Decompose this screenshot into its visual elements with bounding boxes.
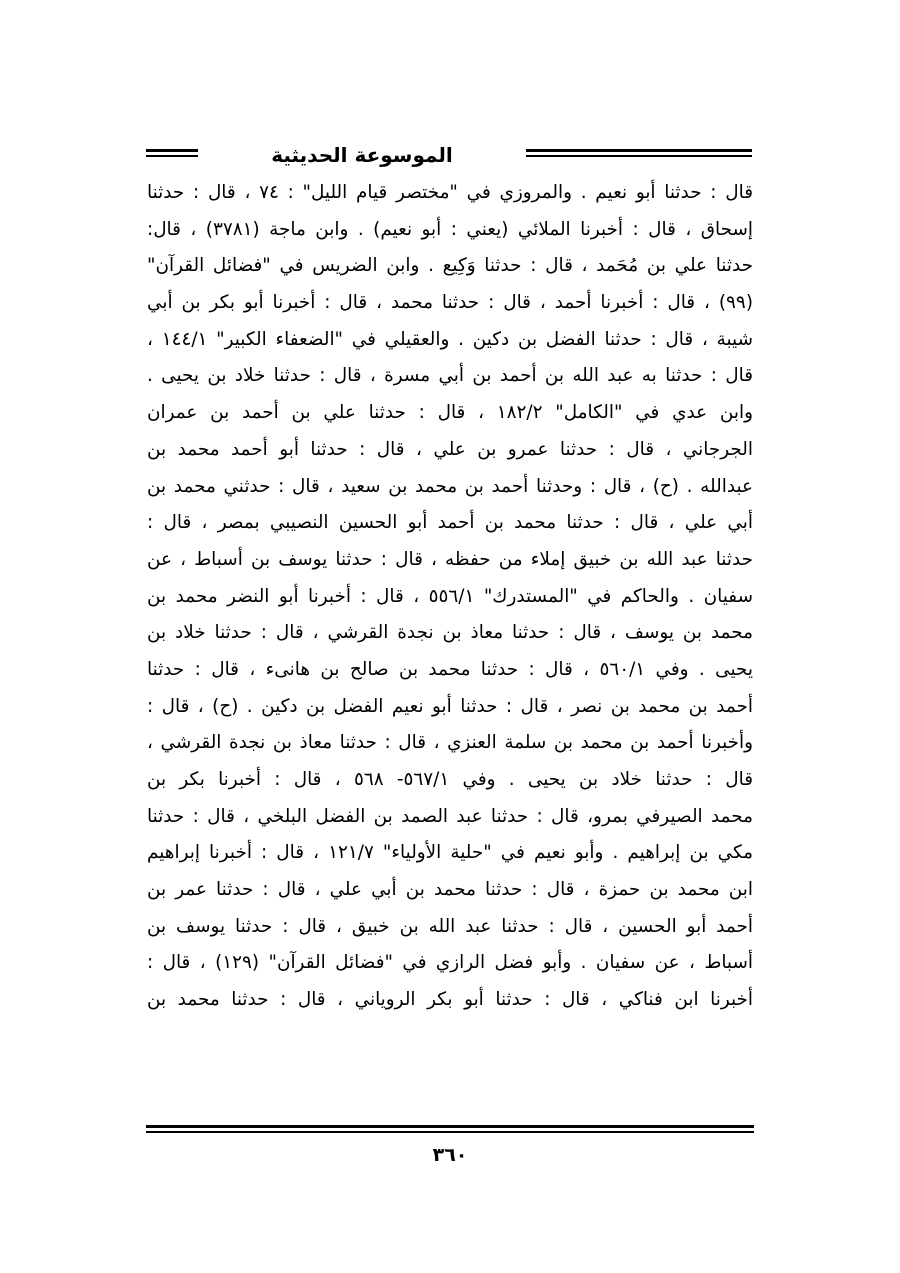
text-line: إسحاق ، قال : أخبرنا الملائي (يعني : أبو نعيم) . وابن ماجة (٣٧٨١) ، قال: — [147, 218, 753, 240]
text-line: الجرجاني ، قال : حدثنا عمرو بن علي ، قال : حدثنا أبو أحمد محمد بن — [147, 438, 753, 460]
text-line: أبي علي ، قال : حدثنا محمد بن أحمد أبو الحسين النصيبي بمصر ، قال : — [147, 512, 753, 534]
text-line: قال : حدثنا أبو نعيم . والمروزي في "مختصر قيام الليل" : ٧٤ ، قال : حدثنا — [147, 182, 753, 203]
text-line: (٩٩) ، قال : أخبرنا أحمد ، قال : حدثنا محمد ، قال : أخبرنا أبو بكر بن أبي — [147, 292, 753, 314]
text-line: محمد بن يوسف ، قال : حدثنا معاذ بن نجدة القرشي ، قال : حدثنا خلاد بن — [147, 622, 753, 644]
text-line: محمد الصيرفي بمرو، قال : حدثنا عبد الصمد بن الفضل البلخي ، قال : حدثنا — [147, 805, 753, 827]
text-line: سفيان . والحاكم في "المستدرك" ٥٥٦/١ ، قال : أخبرنا أبو النضر محمد بن — [147, 585, 753, 607]
body-text — [147, 175, 753, 1019]
text-line: حدثنا علي بن مُحَمد ، قال : حدثنا وَكِيع . وابن الضريس في "فضائل القرآن" — [147, 255, 753, 277]
text-line: حدثنا عبد الله بن خبيق إملاء من حفظه ، قال : حدثنا يوسف بن أسباط ، عن — [147, 548, 753, 570]
text-line: وأخبرنا أحمد بن محمد بن سلمة العنزي ، قال : حدثنا معاذ بن نجدة القرشي ، — [147, 732, 753, 754]
header-rule-right — [526, 149, 752, 153]
text-line: قال : حدثنا به عبد الله بن أحمد بن أبي مسرة ، قال : حدثنا خلاد بن يحيى . — [147, 365, 753, 387]
running-header — [146, 137, 754, 177]
footer-rule — [146, 1125, 754, 1134]
header-title: الموسوعة الحديثية — [271, 143, 453, 167]
text-line: ابن محمد بن حمزة ، قال : حدثنا محمد بن أبي علي ، قال : حدثنا عمر بن — [147, 879, 753, 901]
text-line: مكي بن إبراهيم . وأبو نعيم في "حلية الأولياء" ١٢١/٧ ، قال : أخبرنا إبراهيم — [147, 842, 753, 864]
text-line: يحيى . وفي ٥٦٠/١ ، قال : حدثنا محمد بن صالح بن هانىء ، قال : حدثنا — [147, 658, 753, 680]
text-line: عبدالله . (ح) ، قال : وحدثنا أحمد بن محمد بن سعيد ، قال : حدثني محمد بن — [147, 475, 753, 497]
text-line: أخبرنا ابن فناكي ، قال : حدثنا أبو بكر الروياني ، قال : حدثنا محمد بن — [147, 989, 753, 1011]
header-rule-left — [146, 149, 198, 153]
text-line: أحمد أبو الحسين ، قال : حدثنا عبد الله بن خبيق ، قال : حدثنا يوسف بن — [147, 915, 753, 937]
text-line: قال : حدثنا خلاد بن يحيى . وفي ٥٦٧/١- ٥٦٨ ، قال : أخبرنا بكر بن — [147, 769, 753, 790]
text-line: شيبة ، قال : حدثنا الفضل بن دكين . والعقيلي في "الضعفاء الكبير" ١٤٤/١ ، — [147, 328, 753, 350]
page-number: ٣٦٠ — [432, 1144, 468, 1166]
text-line: أسباط ، عن سفيان . وأبو فضل الرازي في "فضائل القرآن" (١٢٩) ، قال : — [147, 952, 753, 974]
text-line: وابن عدي في "الكامل" ١٨٢/٢ ، قال : حدثنا علي بن أحمد بن عمران — [147, 402, 753, 424]
text-line: أحمد بن محمد بن نصر ، قال : حدثنا أبو نعيم الفضل بن دكين . (ح) ، قال : — [147, 695, 753, 717]
